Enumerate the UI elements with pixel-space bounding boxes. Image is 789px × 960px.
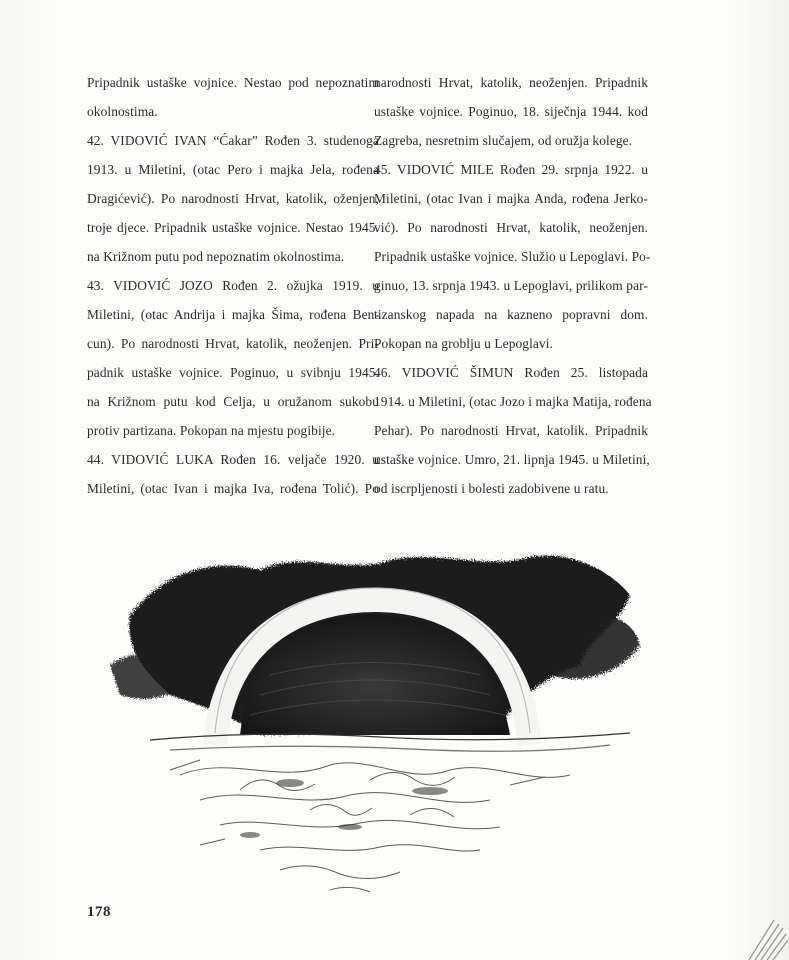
text-line: protiv partizana. Pokopan na mjestu pogibije. [87,423,336,438]
entry-42-heading: 42. VIDOVIĆ IVAN “Ćakar” Rođen 3. studenoga [87,133,379,148]
text-line: 1913. u Miletini, (otac Pero i majka Jela, rođena [87,162,379,177]
entry-43-heading: 43. VIDOVIĆ JOZO Rođen 2. ožujka 1919. u [87,278,379,293]
text-line: Dragićević). Po narodnosti Hrvat, katolik, oženjen, [87,191,379,206]
entry-44-heading: 44. VIDOVIĆ LUKA Rođen 16. veljače 1920. u [87,452,379,467]
text-line: troje djece. Pripadnik ustaške vojnice. Nestao 1945. [87,220,379,235]
text-line: Zagreba, nesretnim slučajem, od oružja kolege. [374,133,633,148]
text-line: narodnosti Hrvat, katolik, neoženjen. Pripadnik [374,75,648,90]
page-number: 178 [87,904,111,920]
text-line: padnik ustaške vojnice. Poginuo, u svibnju 1945. [87,365,379,380]
text-line: tizanskog napada na kazneno popravni dom. [374,307,648,322]
text-line: Pripadnik ustaške vojnice. Služio u Lepoglavi. Po- [374,249,651,264]
entry-45-heading: 45. VIDOVIĆ MILE Rođen 29. srpnja 1922. u [374,162,648,177]
text-line: na Križnom putu kod Celja, u oružanom sukobu [87,394,379,409]
text-line: Pripadnik ustaške vojnice. Nestao pod nepoznatim [87,75,379,90]
text-line: 1914. u Miletini, (otac Jozo i majka Matija, rođena [374,394,652,409]
text-line: ustaške vojnice. Poginuo, 18. siječnja 1944. kod [374,104,648,119]
text-line: cun). Po narodnosti Hrvat, katolik, neoženjen. Pri- [87,336,379,351]
text-line: okolnostima. [87,104,158,119]
text-line: Miletini, (otac Ivan i majka Anda, rođena Jerko- [374,191,648,206]
text-line: od iscrpljenosti i bolesti zadobivene u ratu. [374,481,609,496]
paper-fiber-corner [719,900,789,960]
right-text-column [374,68,652,503]
text-line: Pehar). Po narodnosti Hrvat, katolik. Pripadnik [374,423,648,438]
text-line: na Križnom putu pod nepoznatim okolnostima. [87,249,345,264]
text-line: ginuo, 13. srpnja 1943. u Lepoglavi, prilikom par- [374,278,648,293]
text-line: Miletini, (otac Ivan i majka Iva, rođena Tolić). Po [87,481,379,496]
text-line: Pokopan na groblju u Lepoglavi. [374,336,554,351]
entry-46-heading: 46. VIDOVIĆ ŠIMUN Rođen 25. listopada [374,365,648,380]
left-text-column [87,68,379,503]
text-line: Miletini, (otac Andrija i majka Šima, rođena Ben- [87,307,379,322]
text-line: ustaške vojnice. Umro, 21. lipnja 1945. u Miletini, [374,452,650,467]
arch-ink-illustration [110,545,650,930]
text-line: vić). Po narodnosti Hrvat, katolik, neoženjen. [374,220,648,235]
